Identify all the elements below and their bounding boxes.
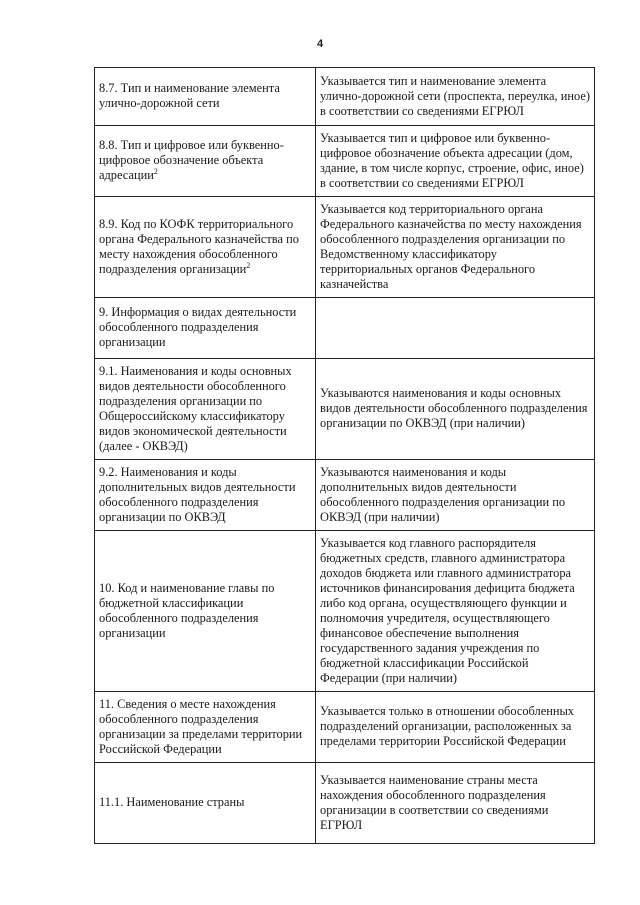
field-name-cell [95,126,316,197]
field-description: Указываются наименования и коды основных видов деятельности обособленного подразделения организации по ОКВЭД (при наличии) [320,386,588,430]
field-description: Указывается тип и наименование элемента улично-дорожной сети (проспекта, переулка, иное) в соответствии со сведениями ЕГРЮЛ [320,73,590,118]
description-cell [316,763,595,844]
field-name-cell [95,531,316,692]
description-cell [316,68,595,126]
description-cell [316,298,595,359]
table-row [95,298,595,359]
field-description: Указывается наименование страны места нахождения обособленного подразделения организации в соответствии со сведениями ЕГРЮЛ [320,772,549,832]
field-name-cell [95,763,316,844]
description-cell [316,359,595,460]
field-name: 9.2. Наименования и коды дополнительных видов деятельности обособленного подразделения организации по ОКВЭД [99,464,296,524]
table-row [95,692,595,763]
table-row [95,763,595,844]
requirements-table [94,67,595,844]
table-row [95,531,595,692]
field-description: Указываются наименования и коды дополнительных видов деятельности обособленного подразделения организации по ОКВЭД (при наличии) [320,464,566,524]
field-name-cell [95,359,316,460]
field-name: 9.1. Наименования и коды основных видов деятельности обособленного подразделения организации по Общероссийскому классификатору видов экономической деятельности (далее - ОКВЭД) [99,363,292,453]
page-number: 4 [316,38,324,50]
field-description: Указывается только в отношении обособленных подразделений организации, расположенных за пределами территории Российской Федерации [320,704,574,748]
description-cell [316,531,595,692]
table-row [95,126,595,197]
field-name: 11.1. Наименование страны [99,795,245,809]
description-cell [316,460,595,531]
field-name: 8.9. Код по КОФК территориального органа Федерального казначейства по месту нахождения обособленного подразделения организации [99,216,299,276]
footnote-marker: 2 [153,166,158,176]
field-name-cell [95,68,316,126]
field-name: 10. Код и наименование главы по бюджетной классификации обособленного подразделения организации [99,580,275,640]
field-name: 9. Информация о видах деятельности обособленного подразделения организации [99,305,297,349]
description-cell [316,197,595,298]
description-cell [316,692,595,763]
table-row [95,359,595,460]
table-row [95,68,595,126]
field-description: Указывается код территориального органа Федерального казначейства по месту нахождения обособленного подразделения организации по Ведомственному классификатору территориальных органов Федерального казначейства [320,201,582,291]
field-description: Указывается тип и цифровое или буквенно-цифровое обозначение объекта адресации (дом, здание, в том числе корпус, строение, офис, иное) в соответствии со сведениями ЕГРЮЛ [320,130,584,190]
field-name: 11. Сведения о месте нахождения обособленного подразделения организации за пределами территории Российской Федерации [99,696,303,756]
field-name-cell [95,692,316,763]
table-row [95,460,595,531]
field-name-cell [95,197,316,298]
table-row [95,197,595,298]
field-description: Указывается код главного распорядителя бюджетных средств, главного администратора доходов бюджета или главного администратора источников финансирования дефицита бюджета либо код органа, осуществляющего функции и полномочия учредителя, осуществляющего финансовое обеспечение выполнения государственного задания учреждения по бюджетной классификации Российской Федерации (при наличии) [320,535,575,685]
field-name: 8.7. Тип и наименование элемента улично-дорожной сети [99,81,280,110]
field-name: 8.8. Тип и цифровое или буквенно-цифровое обозначение объекта адресации [99,138,284,182]
footnote-marker: 2 [246,260,251,270]
field-name-cell [95,298,316,359]
description-cell [316,126,595,197]
field-name-cell [95,460,316,531]
